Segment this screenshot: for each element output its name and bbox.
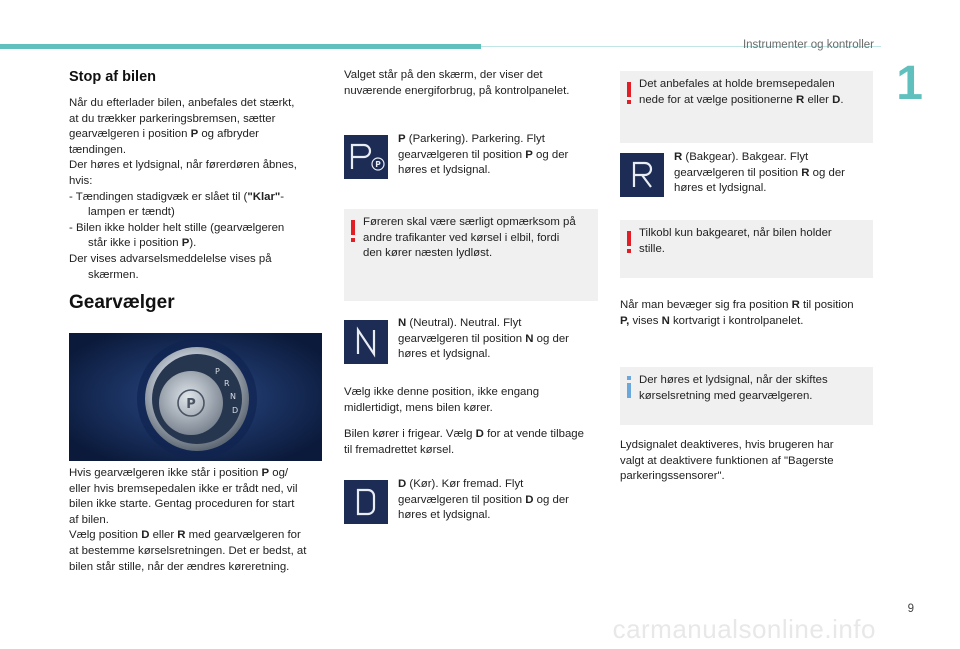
neutral-caution	[344, 385, 600, 416]
list-item: - Tændingen stadigvæk er slået til ("Klar"-	[69, 190, 285, 203]
text-line: står ikke i position P).	[88, 237, 197, 250]
text-line: P (Parkering). Parkering. Flyt	[398, 133, 545, 145]
chapter-number: 1	[896, 57, 923, 110]
warning-text	[639, 226, 865, 257]
gear-d-text	[398, 477, 598, 524]
gear-r-display-icon	[620, 153, 664, 197]
text-line: bilen står stille, når der ændres køreretning.	[69, 560, 290, 573]
info-text	[639, 373, 865, 404]
text-line: bilen ikke starte. Gentag proceduren for start	[69, 498, 295, 511]
text-line: andre trafikanter ved kørsel i elbil, fordi	[363, 231, 560, 244]
text-line: at du trækker parkeringsbremsen, sætter	[69, 112, 276, 125]
text-line: høres et lydsignal.	[398, 348, 491, 361]
text-line: Valget står på den skærm, der viser det	[344, 69, 543, 81]
text-line: høres et lydsignal.	[398, 509, 491, 522]
text-line: gearvælgeren til position N og der	[398, 332, 569, 345]
text-line: gearvælgeren i position P og afbryder	[69, 128, 259, 141]
text-line: P, vises N kortvarigt i kontrolpanelet.	[620, 314, 804, 327]
text-line: Hvis gearvælgeren ikke står i position P og/	[69, 467, 289, 479]
warning-text	[639, 77, 865, 108]
svg-text:R: R	[224, 379, 230, 388]
text-line: Når du efterlader bilen, anbefales det stærkt,	[69, 97, 295, 109]
warning-box-brake	[620, 71, 873, 143]
text-line: D (Kør). Kør fremad. Flyt	[398, 478, 524, 490]
text-line: N (Neutral). Neutral. Flyt	[398, 317, 522, 329]
text-line: Bilen kører i frigear. Vælg D for at vende tilbage	[344, 428, 584, 440]
page-number: 9	[907, 603, 914, 615]
gear-d-display-icon	[344, 480, 388, 524]
info-box-signal	[620, 367, 873, 425]
gear-n-text	[398, 316, 598, 363]
col2-intro	[344, 68, 600, 99]
text-line: høres et lydsignal.	[398, 164, 491, 177]
text-line: hvis:	[69, 174, 93, 187]
text-line: Føreren skal være særligt opmærksom på	[363, 216, 576, 228]
gear-body	[69, 466, 325, 575]
gear-selector-image	[69, 333, 322, 461]
svg-text:P: P	[186, 397, 196, 412]
text-line: gearvælgeren til position R og der	[674, 166, 845, 179]
text-line: parkeringssensorer".	[620, 470, 725, 483]
text-line: skærmen.	[88, 268, 139, 281]
gear-n-display-icon	[344, 320, 388, 364]
text-line: Vælg position D eller R med gearvælgeren for	[69, 529, 301, 542]
list-item: - Bilen ikke holder helt stille (gearvælgeren	[69, 221, 285, 234]
text-line: R (Bakgear). Bakgear. Flyt	[674, 151, 809, 163]
gear-p-text	[398, 132, 598, 179]
header-accent-bar	[0, 44, 481, 49]
coast-text	[344, 427, 600, 458]
text-line: tændingen.	[69, 143, 126, 156]
text-line: valgt at deaktivere funktionen af "Bagerste	[620, 454, 834, 467]
svg-text:D: D	[232, 406, 239, 415]
text-line: midlertidigt, mens bilen kører.	[344, 401, 493, 414]
text-line: Det anbefales at holde bremsepedalen	[639, 78, 835, 90]
text-line: Vælg ikke denne position, ikke engang	[344, 386, 540, 398]
text-line: Lydsignalet deaktiveres, hvis brugeren har	[620, 439, 834, 451]
stop-body	[69, 96, 325, 283]
move-text	[620, 298, 876, 329]
text-line: den kører næsten lydløst.	[363, 247, 493, 260]
text-line: nuværende energiforbrug, på kontrolpanelet.	[344, 84, 570, 97]
text-line: at bestemme kørselsretningen. Det er bedst, at	[69, 544, 307, 557]
svg-text:P: P	[215, 367, 220, 376]
section-heading-stop: Stop af bilen	[69, 69, 156, 85]
svg-text:P: P	[375, 160, 381, 169]
text-line: lampen er tændt)	[88, 206, 175, 219]
text-line: Der høres et lydsignal, når der skiftes	[639, 374, 828, 386]
text-line: gearvælgeren til position P og der	[398, 148, 569, 161]
text-line: eller hvis bremsepedalen ikke er trådt ned, vil	[69, 482, 298, 495]
text-line: gearvælgeren til position D og der	[398, 493, 569, 506]
text-line: stille.	[639, 242, 665, 255]
text-line: af bilen.	[69, 513, 109, 526]
warning-text	[363, 215, 590, 262]
gear-r-text	[674, 150, 874, 197]
text-line: høres et lydsignal.	[674, 182, 767, 195]
section-heading-gear: Gearvælger	[69, 292, 175, 313]
text-line: Tilkobl kun bakgearet, når bilen holder	[639, 227, 832, 239]
text-line: Der vises advarselsmeddelelse vises på	[69, 252, 272, 265]
gear-p-display-icon	[344, 135, 388, 179]
running-head: Instrumenter og kontroller	[742, 39, 874, 51]
deactivate-text	[620, 438, 876, 485]
text-line: Der høres et lydsignal, når førerdøren åbnes,	[69, 159, 297, 172]
warning-box-reverse	[620, 220, 873, 278]
svg-text:N: N	[230, 392, 236, 401]
gear-selector-photo	[69, 333, 322, 461]
warning-box-silent	[344, 209, 598, 301]
watermark: carmanualsonline.info	[612, 614, 876, 644]
text-line: til fremadrettet kørsel.	[344, 443, 455, 456]
text-line: Når man bevæger sig fra position R til position	[620, 299, 854, 311]
text-line: nede for at vælge positionerne R eller D.	[639, 93, 844, 106]
text-line: kørselsretning med gearvælgeren.	[639, 389, 813, 402]
